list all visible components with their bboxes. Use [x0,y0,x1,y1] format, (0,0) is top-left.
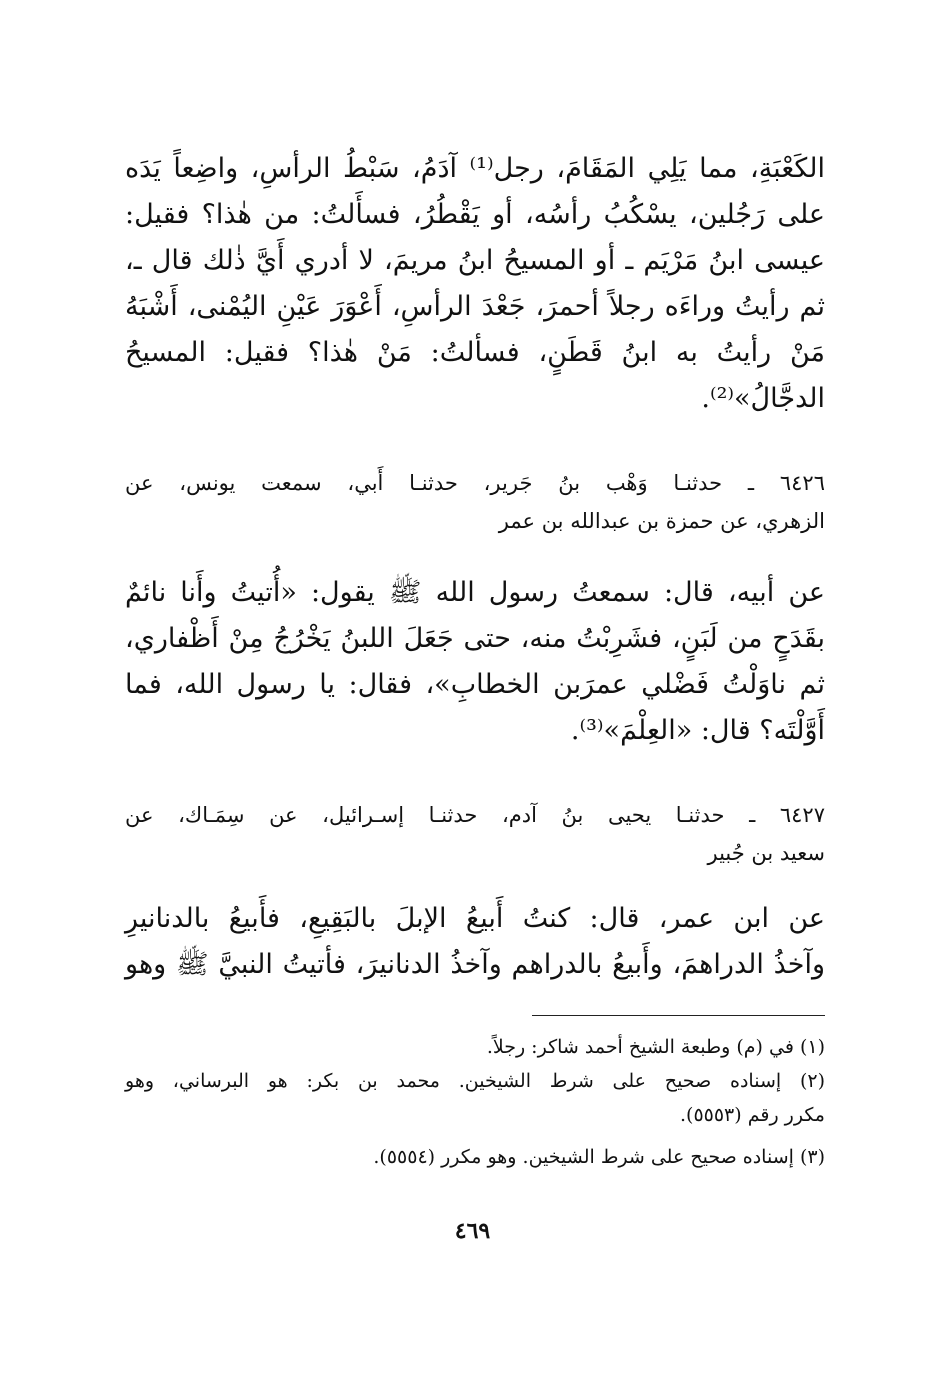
page-number: ٤٦٩ [454,1218,491,1244]
text-line: ثم رأيتُ وراءَه رجلاً أحمرَ، جَعْدَ الرأسِ، أَعْوَرَ عَيْنِ اليُمْنى، أَشْبَهُ [125,291,825,322]
isnad-6427 [125,796,825,872]
footnote-2-line-1: (٢) إسناده صحيح على شرط الشيخين. محمد بن بكر: هو البرساني، وهو [125,1070,825,1092]
footnote-1: (١) في (م) وطبعة الشيخ أحمد شاكر: رجلاً. [486,1036,825,1058]
footnote-separator [532,1015,825,1016]
hadith-text-6427 [125,896,825,988]
text-line: عن ابن عمر، قال: كنتُ أَبيعُ الإبلَ بالبَقِيعِ، فأَبيعُ بالدنانيرِ [125,903,825,934]
footnote-2-line-2: مكرر رقم (٥٥٥٣). [679,1104,825,1126]
text-line: ثم ناوَلْتُ فَضْلي عمرَبن الخطابِ»، فقال: يا رسول الله، فما [125,669,825,700]
text-line: بقَدَحٍ من لَبَنٍ، فشَرِبْتُ منه، حتى جَعَلَ اللبنُ يَخْرُجُ مِنْ أَظْفاري، [125,623,825,654]
isnad-line: سعيد بن جُبير [707,841,825,865]
isnad-line: الزهري، عن حمزة بن عبدالله بن عمر [498,509,825,533]
text-line: الكَعْبَةِ، مما يَلِي المَقَامَ، رجل⁽¹⁾ آدَمُ، سَبْطُ الرأسِ، واضِعاً يَدَه [125,153,825,184]
isnad-line: ٦٤٢٧ ـ حدثنـا يحيى بنُ آدم، حدثنـا إسـرائيل، عن سِمَـاك، عن [125,803,825,827]
hadith-text-continuation [125,146,825,422]
text-line: مَنْ رأيتُ به ابنُ قَطَنٍ، فسألتُ: مَنْ هٰذا؟ فقيل: المسيحُ [125,337,825,368]
text-line: وآخذُ الدراهمَ، وأَبيعُ بالدراهم وآخذُ الدنانيرَ، فأتيتُ النبيَّ ﷺ وهو [125,949,825,980]
text-line: الدجَّالُ»⁽²⁾. [701,383,825,414]
isnad-line: ٦٤٢٦ ـ حدثنـا وَهْب بنُ جَرير، حدثنـا أَبي، سمعت يونس، عن [125,471,825,495]
text-line: عن أبيه، قال: سمعتُ رسول الله ﷺ يقول: «أُتيتُ وأَنا نائمٌ [125,577,825,608]
text-line: عيسى ابنُ مَرْيَم ـ أو المسيحُ ابنُ مريمَ، لا أدري أَيَّ ذٰلك قال ـ، [125,245,825,276]
footnote-3: (٣) إسناده صحيح على شرط الشيخين. وهو مكرر (٥٥٥٤). [373,1146,825,1168]
hadith-text-6426 [125,570,825,754]
text-line: على رَجُلين، يسْكُبُ رأسُه، أو يَقْطُرُ، فسأَلتُ: من هٰذا؟ فقيل: [125,199,825,230]
text-line: أَوَّلْتَه؟ قال: «العِلْمَ»⁽³⁾. [570,715,825,746]
isnad-6426 [125,464,825,540]
footnotes [125,1030,825,1174]
